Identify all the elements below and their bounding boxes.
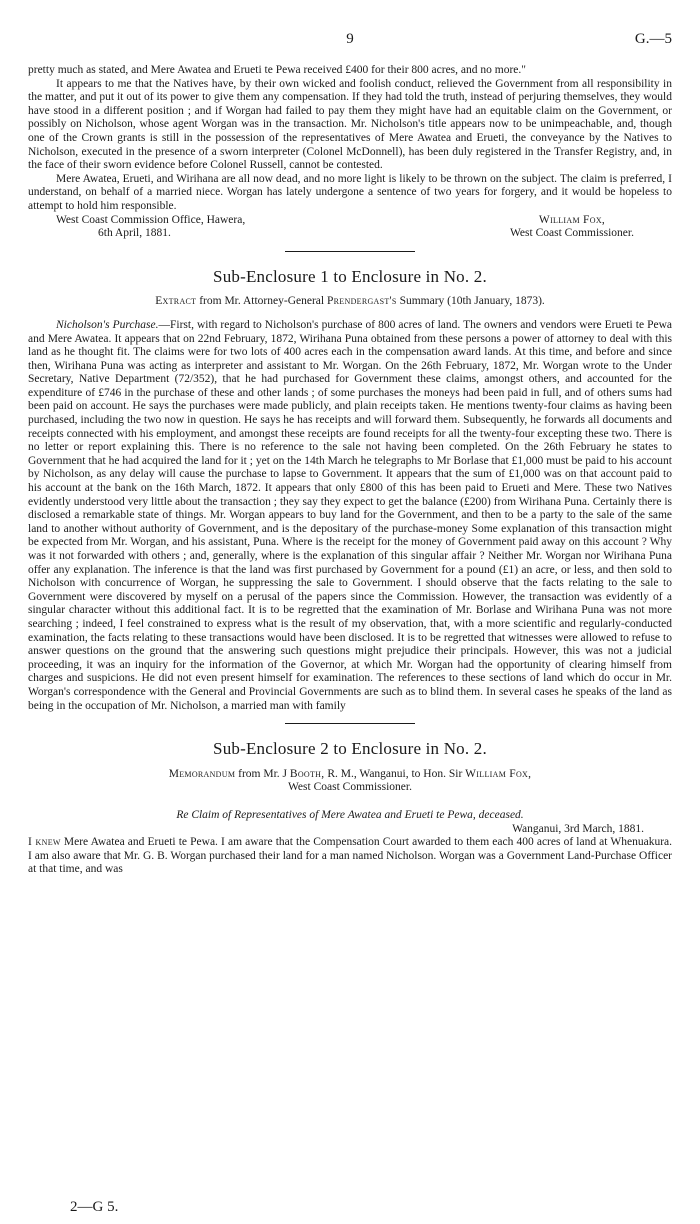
extract-name: Prendergast's [326, 295, 397, 308]
dateline: Wanganui, 3rd March, 1881. [512, 822, 644, 835]
signature-line-1 [28, 214, 672, 228]
section-divider [285, 251, 415, 252]
memo-body-text: Mere Awatea and Erueti te Pewa. I am aware that the Compensation Court awarded to them each 400 acres of land at Whenuakura. I am also aware that Mr. G. B. Worgan purchased their land for a man named Nicholson. Worgan was a Government Land-Purchase Officer at that time, and was [28, 836, 673, 876]
sub-enclosure-2-heading: Sub-Enclosure 2 to Enclosure in No. 2. [213, 739, 487, 759]
page-header [28, 33, 672, 51]
memo-mid: R. M., Wanganui, to Hon. Sir [327, 767, 463, 780]
memo-name: Booth, [289, 767, 325, 780]
memo-to: William Fox, [465, 767, 532, 780]
page-number: 9 [346, 31, 354, 47]
re-claim-line [28, 809, 672, 823]
extract-mid: from Mr. Attorney-General [199, 295, 325, 308]
signature-date: 6th April, 1881. [98, 227, 171, 240]
paragraph-lead-heading: Nicholson's Purchase. [56, 318, 159, 331]
signature-place: West Coast Commission Office, Hawera, [56, 213, 246, 226]
memo-label: Memorandum [168, 767, 236, 780]
paragraph-continuation: pretty much as stated, and Mere Awatea and Erueti te Pewa received £400 for their 800 acres, and no more." [28, 64, 526, 76]
paragraph-deaths: Mere Awatea, Erueti, and Wirihana are all now dead, and no more light is likely to be thrown on the subject. The claim is preferred, I understand, on behalf of a married niece. Worgan has lately undergone a sentence of two years for forgery, and it would be hopeless to attempt to hold him responsible. [28, 172, 672, 212]
memorandum-line-1 [28, 768, 672, 782]
extract-label: Extract [155, 295, 197, 308]
re-claim-text: Re Claim of Representatives of Mere Awatea and Erueti te Pewa, deceased. [176, 808, 524, 821]
paragraph-responsibility: It appears to me that the Natives have, by their own wicked and foolish conduct, relieved the Government from all responsibility in the matter, and put it out of its power to give them any compensation. If they had told the truth, instead of perjuring themselves, they would have stood in a different position ; and if Worgan had failed to pay them they might have had an equitable claim on the Government, or possibly on Nicholson, whose agent Worgan was in the transaction. Mr. Nicholson's title appears now to be unimpeachable, and, though one of the Crown grants is still in the possession of the representatives of Mere Awatea and Erueti, the conveyance by the Natives to Nicholson, executed in the presence of a sworn interpreter (Colonel McDonnell), has been duly registered in the Transfer Registry, and, in the face of their sworn evidence before Colonel Russell, cannot be contested. [28, 77, 672, 172]
paragraph-nicholson-purchase [28, 319, 672, 713]
signature-line-2 [28, 227, 672, 241]
document-code: G.—5 [634, 31, 672, 47]
section-divider-2 [285, 723, 415, 724]
extract-tail: Summary (10th January, 1873). [399, 295, 545, 308]
signature-title: West Coast Commissioner. [510, 227, 634, 240]
extract-line [28, 295, 672, 309]
signature-name: William Fox, [538, 213, 606, 226]
page-body [28, 64, 672, 877]
paragraph-nicholson-body: —First, with regard to Nicholson's purchase of 800 acres of land. The owners and vendors were Erueti te Pewa and Mere Awatea. It appears that on 22nd February, 1872, Wirihana Puna obtained from these persons a power of attorney to deal with this land as he thought fit. The claims were for two lots of 400 acres each in the compensation award lands. At this time, and before and since then, Wirihana Puna was acting as interpreter and assistant to Mr. Worgan. On the 26th February, 1872, Mr. Worgan wrote to the Under Secretary, Native Department (72/352), that he had purchased for Government these claims, amongst others, and accounted for the expenditure of £746 in the purchase of these and other lands ; of some purchases the moneys had been paid in full, and of others sums had been paid on account. He says the purchases were made publicly, and plain receipts taken. He mentions twenty-four claims as having been purchased, including the two now in question. He says he has receipts and will forward them. Subsequently, he forwards all documents and receipts connected with his employment, and amongst these receipts are found receipts for all the twenty-four excepting these two. There is no letter or report explaining this. There is no reference to the sale not having been completed. On the 26th February he states to Government that he had acquired the land for it ; yet on the 14th March he telegraphs to Mr Borlase that £1,000 must be paid to his account by Nicholson, as any delay will cause the purchase to lapse to Government. It appears that the sum of £1,000 was on that account paid to his account at the bank on the 16th March, 1872. It appears that only £800 of this has been paid to Erueti and Mere. These two Natives evidently understood very little about the transaction ; they say they expect to get the balance (£200) from Wirihana Puna. Certainly there is disclosed a remarkable state of things. Mr. Worgan appears to buy land for the Government, and then to be a party to the sale of the same land to another without authority of Government, and is the depositary of the purchase-money Some explanation of this transaction might be expected from Mr. Worgan, and his assistant, Puna. Where is the receipt for the money of Government paid away on this account ? Why was it not forwarded with others ; and, generally, where is the explanation of this singular affair ? Neither Mr. Worgan nor Wirihana Puna offer any explanation. The inference is that the land was first purchased by Government for a pound (£1) an acre, or less, and then sold to Nicholson with concurrence of Worgan, he suppressing the sale to Government. I should observe that the facts relating to the sale to Government were discovered by myself on a perusal of the papers since the Commission. However, the transaction was evidently of a singular character without this additional fact. It is to be regretted that the examination of Mr. Borlase and Wirihana Puna was not more searching ; indeed, I feel constrained to express what is the result of my observation, that, with a more scientific and regularly-conducted examination, the facts relating to these transactions would have been disclosed. It is to be regretted that witnesses were allowed to refuse to answer questions on the ground that the answering such questions might prejudice their principals. However, this was not a judicial proceeding, it was an inquiry for the information of the Governor, at which Mr. Worgan had the opportunity of clearing himself from charges and suspicions. He did not even present himself for examination. The references to these sections of land which do occur in Mr. Worgan's correspondence with the General and Provincial Governments are such as to blind them. In several cases he speaks of the land as being in the occupation of Mr. Nicholson, a married man with family [28, 318, 672, 712]
memo-body-lead: I knew [28, 836, 61, 849]
memorandum-line-2: West Coast Commissioner. [288, 781, 412, 794]
paragraph-memo-body [28, 836, 672, 877]
sub-enclosure-1-heading: Sub-Enclosure 1 to Enclosure in No. 2. [213, 266, 487, 286]
signature-mark: 2—G 5. [70, 1199, 119, 1215]
memo-from: from Mr. J [238, 767, 287, 780]
